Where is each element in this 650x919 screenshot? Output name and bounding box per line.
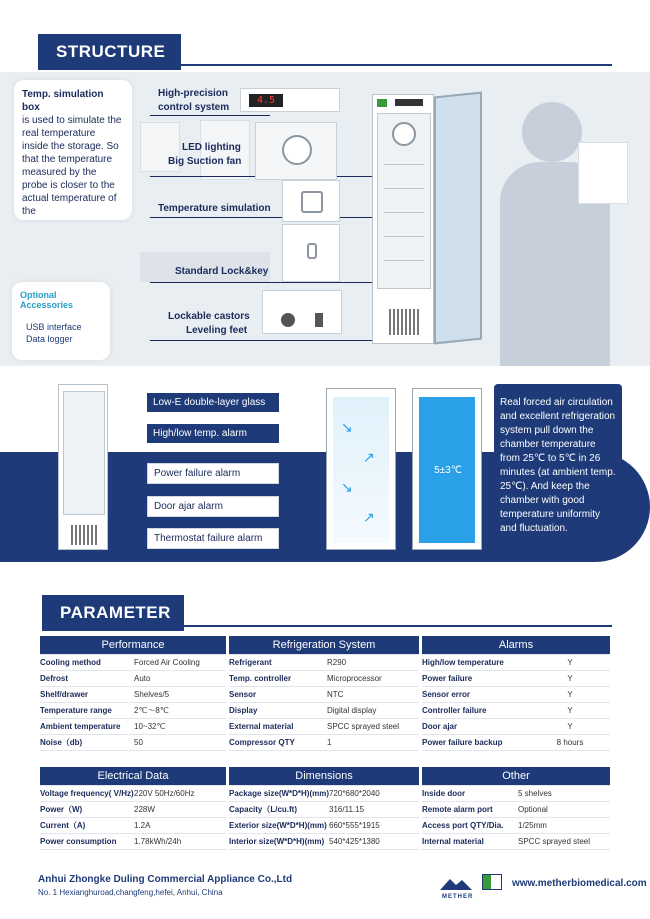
- table-row: Access port QTY/Dia. 1/25mm: [422, 818, 610, 834]
- electrical-table: [40, 767, 226, 850]
- table-row: High/low temperature Y: [422, 655, 610, 671]
- lock-thumb: [282, 224, 340, 282]
- person-head-silhouette: [522, 102, 582, 162]
- table-row: Controller failure Y: [422, 703, 610, 719]
- optional-item: USB interface: [26, 322, 82, 332]
- table-header: Alarms: [422, 636, 610, 655]
- shelf: [384, 188, 424, 189]
- control-panel-thumb: [240, 88, 340, 112]
- leveling-foot-icon: [315, 313, 323, 327]
- airflow-arrow-icon: ↗: [363, 509, 375, 525]
- other-table: [422, 767, 610, 850]
- callout-line: [150, 340, 380, 341]
- structure-banner: [0, 72, 650, 366]
- table-row: Sensor error Y: [422, 687, 610, 703]
- table-row: Interior size(W*D*H)(mm) 540*425*1380: [229, 834, 419, 850]
- callout-feet: Leveling feet: [186, 325, 248, 336]
- shelf: [384, 236, 424, 237]
- callout-line: [150, 217, 410, 218]
- table-row: Voltage frequency( V/Hz) 220V 50Hz/60Hz: [40, 786, 226, 802]
- feature-description-box: [494, 384, 622, 550]
- table-row: Ambient temperature 10~32℃: [40, 719, 226, 735]
- callout-castors: Lockable castors: [168, 311, 250, 322]
- feature-temp-alarm: High/low temp. alarm: [147, 424, 279, 443]
- chamber-temp-label: 5±3℃: [434, 465, 462, 476]
- callout-temp-sim: Temperature simulation: [158, 203, 271, 214]
- castor-icon: [281, 313, 295, 327]
- airflow-arrow-icon: ↘: [341, 419, 353, 435]
- brand-logo-icon: [377, 99, 387, 107]
- callout-lock: Standard Lock&key: [175, 266, 269, 277]
- feature-low-e-glass: Low-E double-layer glass: [147, 393, 279, 412]
- optional-accessories-box: [12, 282, 110, 360]
- airflow-arrow-icon: ↗: [363, 449, 375, 465]
- performance-table: [40, 636, 226, 751]
- refrigeration-table: [229, 636, 419, 751]
- callout-line: [150, 115, 270, 116]
- table-row: Package size(W*D*H)(mm) 720*680*2040: [229, 786, 419, 802]
- shelf: [384, 260, 424, 261]
- table-row: Current（A) 1.2A: [40, 818, 226, 834]
- table-row: Display Digital display: [229, 703, 419, 719]
- fridge-chamber: [377, 113, 431, 289]
- optional-item: Data logger: [26, 334, 73, 344]
- table-row: Shelf/drawer Shelves/5: [40, 687, 226, 703]
- table-row: Power（W) 228W: [40, 802, 226, 818]
- feature-fridge-image: [58, 384, 108, 550]
- shelf: [384, 164, 424, 165]
- refrigerator-body: [372, 94, 434, 344]
- fridge-fan-icon: [392, 122, 416, 146]
- table-header: Dimensions: [229, 767, 419, 786]
- feature-thermostat: Thermostat failure alarm: [147, 528, 279, 549]
- vent-grille: [389, 309, 419, 335]
- sim-box-icon: [301, 191, 323, 213]
- callout-high-precision: High-precision: [158, 88, 229, 99]
- temp-sim-box-thumb: [282, 180, 340, 222]
- feature-fridge-chamber: [63, 391, 105, 515]
- footer-website[interactable]: www.metherbiomedical.com: [512, 878, 647, 889]
- alarms-table: [422, 636, 610, 751]
- fridge-display: [395, 99, 423, 106]
- airflow-arrow-icon: ↘: [341, 479, 353, 495]
- optional-title: Optional Accessories: [20, 290, 74, 310]
- callout-led: LED lighting: [182, 142, 241, 153]
- table-row: Refrigerant R290: [229, 655, 419, 671]
- callout-control-system: control system: [158, 102, 230, 113]
- display-reading: 4.5: [249, 94, 283, 107]
- fan-icon: [282, 135, 312, 165]
- table-row: Power failure backup 8 hours: [422, 735, 610, 751]
- footer-address: No. 1 Hexianghuroad,changfeng,hefei, Anhui, China: [38, 888, 223, 897]
- airflow-diagram: [326, 388, 396, 550]
- temp-chamber-diagram: [412, 388, 482, 550]
- castor-thumb: [262, 290, 342, 334]
- parameter-title: PARAMETER: [42, 595, 184, 631]
- table-row: Defrost Auto: [40, 671, 226, 687]
- table-row: Cooling method Forced Air Cooling: [40, 655, 226, 671]
- sim-box-title: Temp. simulation box: [22, 89, 104, 113]
- table-row: Compressor QTY 1: [229, 735, 419, 751]
- shelf: [384, 212, 424, 213]
- table-row: Internal material SPCC sprayed steel: [422, 834, 610, 850]
- sim-box-info: [14, 80, 132, 220]
- table-row: Capacity（L/cu.ft) 316/11.15: [229, 802, 419, 818]
- table-row: Power consumption 1.78kWh/24h: [40, 834, 226, 850]
- fridge-glass-door: [434, 91, 482, 344]
- table-row: Exterior size(W*D*H)(mm) 660*555*1915: [229, 818, 419, 834]
- table-row: Remote alarm port Optional: [422, 802, 610, 818]
- brand-mark-icon: [482, 874, 502, 890]
- feature-door-ajar: Door ajar alarm: [147, 496, 279, 517]
- title-underline: [38, 64, 612, 66]
- wall-poster: [578, 142, 628, 204]
- feature-vent: [71, 525, 97, 545]
- dimensions-table: [229, 767, 419, 850]
- table-header: Other: [422, 767, 610, 786]
- footer-company: Anhui Zhongke Duling Commercial Appliance Co.,Ltd: [38, 874, 293, 885]
- structure-title: STRUCTURE: [38, 34, 181, 70]
- table-header: Performance: [40, 636, 226, 655]
- lock-icon: [307, 243, 317, 259]
- table-row: Noise（db) 50: [40, 735, 226, 751]
- table-header: Electrical Data: [40, 767, 226, 786]
- sim-box-text: is used to simulate the real temperature inside the storage. So that the temperature measured by the probe is closer to the actual temperature of the: [22, 115, 122, 217]
- title-underline: [42, 625, 612, 627]
- table-row: Sensor NTC: [229, 687, 419, 703]
- table-row: External material SPCC sprayed steel: [229, 719, 419, 735]
- callout-line: [150, 282, 380, 283]
- feature-power-failure: Power failure alarm: [147, 463, 279, 484]
- fan-thumb: [255, 122, 337, 180]
- table-row: Door ajar Y: [422, 719, 610, 735]
- mountain-logo-icon: [440, 876, 472, 894]
- footer-logo-text: METHER: [442, 894, 474, 900]
- feature-description: Real forced air circulation and excellent refrigeration system pull down the chamber temperature from 25℃ to 5℃ in 26 minutes (at ambient temp. 25℃). And keep the chamber with good temperature uniformity and fluctuation.: [500, 397, 616, 534]
- table-row: Temp. controller Microprocessor: [229, 671, 419, 687]
- table-row: Temperature range 2℃～8℃: [40, 703, 226, 719]
- table-row: Inside door 5 shelves: [422, 786, 610, 802]
- table-row: Power failure Y: [422, 671, 610, 687]
- table-header: Refrigeration System: [229, 636, 419, 655]
- callout-fan: Big Suction fan: [168, 156, 242, 167]
